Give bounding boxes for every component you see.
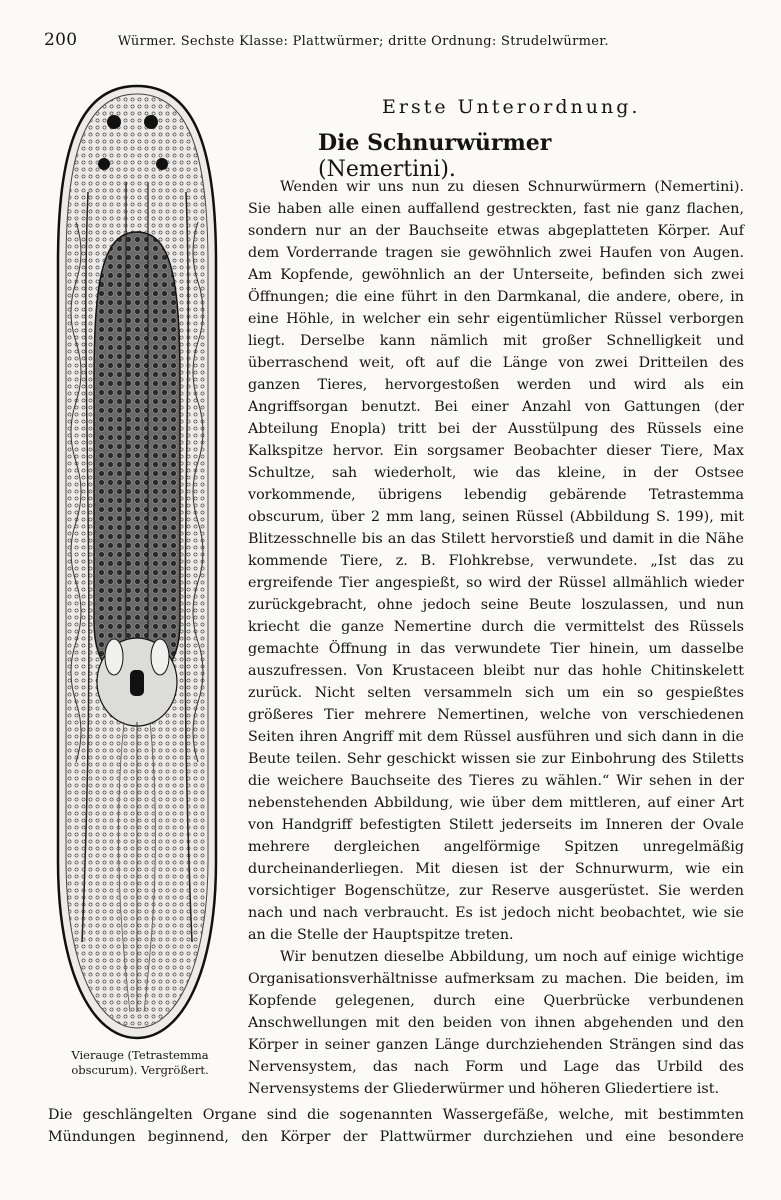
suborder-heading: Erste Unterordnung. <box>382 96 641 118</box>
continuation-line: Mündungen beginnend, den Körper der Plattwürmer durchziehen und eine besondere <box>48 1129 744 1145</box>
figure-caption: Vierauge (Tetrastemma obscurum). Vergrößert. <box>71 1048 209 1077</box>
continuation-text <box>48 1104 744 1148</box>
body-text <box>248 176 744 1100</box>
paragraph: Wenden wir uns nun zu diesen Schnurwürmern (Nemertini). Sie haben alle einen auffallend gestreckten, fast nie ganz flachen, sondern nur an der Bauchseite etwas abgeplatteten Körper. Auf dem Vorderrande tragen sie gewöhnlich zwei Haufen von Augen. Am Kopfende, gewöhnlich an der Unterseite, befinden sich zwei Öffnungen; die eine führt in den Darmkanal, die andere, obere, in eine Höhle, in welcher ein sehr eigentümlicher Rüssel verborgen liegt. Derselbe kann nämlich mit großer Schnelligkeit und überraschend weit, oft auf die Länge von zwei Dritteilen des ganzen Tieres, hervorgestoßen werden und wird als ein Angriffsorgan benutzt. Bei einer Anzahl von Gattungen (der Abteilung Enopla) tritt bei der Ausstülpung des Rüssels eine Kalkspitze hervor. Ein sorgsamer Beobachter dieser Tiere, Max Schultze, sah wiederholt, wie das kleine, in der Ostsee vorkommende, übrigens lebendig gebärende Tetrastemma obscurum, über 2 mm lang, seinen Rüssel (Abbildung S. 199), mit Blitzesschnelle bis an das Stilett hervorstieß und damit in die Nähe kommende Tiere, z. B. Flohkrebse, verwundete. „Ist das zu ergreifende Tier angespießt, so wird der Rüssel allmählich wieder zurückgebracht, ohne jedoch seine Beute loszulassen, und nun kriecht die ganze Nemertine durch die vermittelst des Rüssels gemachte Öffnung in das verwundete Tier hinein, um dasselbe auszufressen. Von Krustaceen bleibt nur das hohle Chitinskelett zurück. Nicht selten versammeln sich um ein so gespießtes größeres Tier mehrere Nemertinen, welche von verschiedenen Seiten ihren Angriff mit dem Rüssel ausführen und sich dann in die Beute teilen. Sehr geschickt wissen sie zur Einbohrung des Stiletts die weichere Bauchseite des Tieres zu wählen.“ Wir sehen in der nebenstehenden Abbildung, wie über dem mittleren, auf einer Art von Handgriff befestigten Stilett jederseits im Inneren der Ovale mehrere dergleichen angelförmige Spitzen unregelmäßig durcheinanderliegen. Mit diesen ist der Schnurwurm, wie ein vorsichtiger Bogenschütze, zur Reserve ausgerüstet. Sie werden nach und nach verbraucht. Es ist jedoch nicht beobachtet, wie sie an die Stelle der Hauptspitze treten. <box>248 179 744 943</box>
page-number: 200 <box>44 30 78 50</box>
nemertine-illustration <box>52 82 222 1042</box>
continuation-line: Die geschlängelten Organe sind die sogenannten Wassergefäße, welche, mit bestimmten <box>48 1107 744 1123</box>
running-header <box>44 30 744 50</box>
paragraph: Wir benutzen dieselbe Abbildung, um noch auf einige wichtige Organisationsverhältnisse aufmerksam zu machen. Die beiden, im Kopfende gelegenen, durch eine Querbrücke verbundenen Anschwellungen mit den beiden von ihnen abgehenden und den Körper in seiner ganzen Länge durchziehenden Strängen sind das Nervensystem, das nach Form und Lage das Urbild des Nervensystems der Gliederwürmer und höheren Gliedertiere ist. <box>248 949 744 1097</box>
section-title <box>318 130 678 182</box>
running-title: Würmer. Sechste Klasse: Plattwürmer; dritte Ordnung: Strudelwürmer. <box>117 34 609 49</box>
title-vernacular: Die Schnurwürmer <box>318 130 552 156</box>
title-scientific: (Nemertini). <box>318 157 456 182</box>
